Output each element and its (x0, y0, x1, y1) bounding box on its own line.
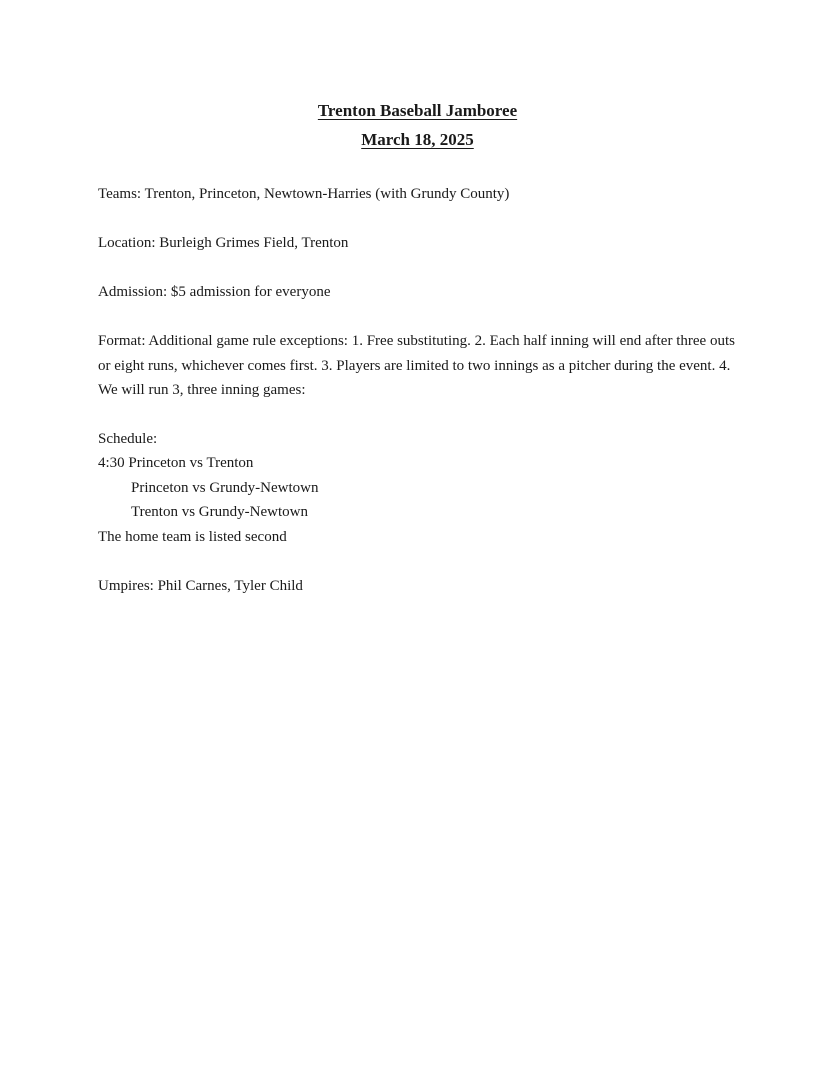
schedule-label: Schedule: (98, 431, 158, 447)
schedule-game-2: Princeton vs Grundy-Newtown (131, 480, 319, 496)
schedule-game-3: Trenton vs Grundy-Newtown (131, 504, 308, 520)
document-date: March 18, 2025 (361, 130, 474, 149)
admission-line: Admission: $5 admission for everyone (98, 284, 331, 300)
umpires-line: Umpires: Phil Carnes, Tyler Child (98, 578, 303, 594)
format-paragraph: Format: Additional game rule exceptions: 1. Free substituting. 2. Each half inning will end after three outs or eight runs, whichever comes first. 3. Players are limited to two innings as a pitcher during the event. 4. We will run 3, three inning games: (98, 333, 735, 398)
location-line: Location: Burleigh Grimes Field, Trenton (98, 235, 349, 251)
schedule-game-1: 4:30 Princeton vs Trenton (98, 455, 254, 471)
document-title: Trenton Baseball Jamboree (317, 101, 518, 120)
home-team-note: The home team is listed second (98, 529, 287, 545)
teams-line: Teams: Trenton, Princeton, Newtown-Harries (with Grundy County) (98, 186, 510, 202)
